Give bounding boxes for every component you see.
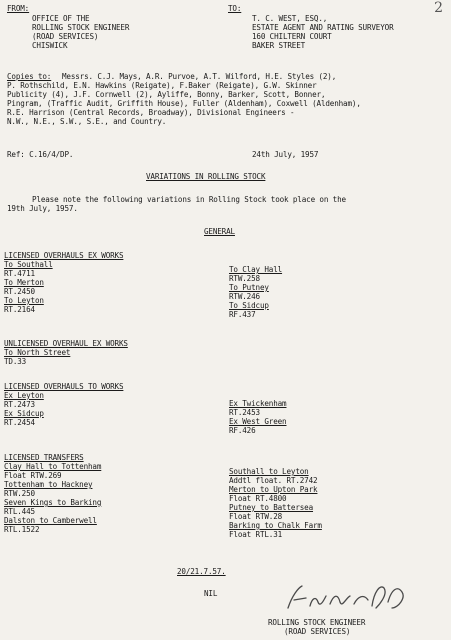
handwritten-signature <box>280 578 420 616</box>
vehicle: RTL.445 <box>4 507 35 516</box>
route: Dalston to Camberwell <box>4 516 97 525</box>
route: Barking to Chalk Farm <box>229 521 322 530</box>
signoff-line: (ROAD SERVICES) <box>284 627 351 636</box>
overhauls-to-left <box>4 391 44 427</box>
memo-title: VARIATIONS IN ROLLING STOCK <box>146 172 266 181</box>
nil-text: NIL <box>204 589 218 598</box>
route: Putney to Battersea <box>229 503 314 512</box>
to-line: BAKER STREET <box>252 41 306 50</box>
period-heading: 20/21.7.57. <box>177 567 226 576</box>
vehicle: RT.2454 <box>4 418 35 427</box>
vehicle: TD.33 <box>4 357 27 366</box>
from-label: FROM: <box>7 4 30 13</box>
vehicle: RTW.246 <box>229 292 260 301</box>
vehicle: RT.2473 <box>4 400 35 409</box>
copies-line: R.E. Harrison (Central Records, Broadway), Divisional Engineers - <box>7 108 295 117</box>
section-heading: LICENSED OVERHAULS TO WORKS <box>4 382 124 391</box>
transfers-right <box>229 467 322 539</box>
vehicle: RF.437 <box>229 310 256 319</box>
vehicle: RT.2164 <box>4 305 35 314</box>
copies-line: Messrs. C.J. Mays, A.R. Purvoe, A.T. Wilford, H.E. Styles (2), <box>62 72 337 81</box>
from-line: (ROAD SERVICES) <box>32 32 99 41</box>
transfers-left <box>4 462 101 534</box>
copies-line: Publicity (4), J.F. Cornwell (2), Ayliffe, Bonny, Barker, Scott, Bonner, <box>7 90 326 99</box>
vehicle: RT.4711 <box>4 269 35 278</box>
destination: Ex Sidcup <box>4 409 44 418</box>
destination: To Leyton <box>4 296 44 305</box>
vehicle: Float RTW.28 <box>229 512 283 521</box>
destination: To Clay Hall <box>229 265 283 274</box>
vehicle: RT.2450 <box>4 287 35 296</box>
destination: To North Street <box>4 348 71 357</box>
vehicle: RTW.250 <box>4 489 35 498</box>
destination: Ex Leyton <box>4 391 44 400</box>
route: Clay Hall to Tottenham <box>4 462 102 471</box>
vehicle: RTW.258 <box>229 274 260 283</box>
route: Seven Kings to Barking <box>4 498 102 507</box>
overhauls-ex-right <box>229 265 282 319</box>
overhauls-to-right <box>229 399 286 435</box>
intro-line: Please note the following variations in Rolling Stock took place on the <box>32 195 346 204</box>
copies-line: Pingram, (Traffic Audit, Griffith House), Fuller (Aldenham), Coxwell (Aldenham), <box>7 99 361 108</box>
vehicle: RTL.1522 <box>4 525 40 534</box>
to-label: TO: <box>228 4 242 13</box>
destination: To Southall <box>4 260 53 269</box>
intro-line: 19th July, 1957. <box>7 204 78 213</box>
section-heading: LICENSED TRANSFERS <box>4 453 84 462</box>
destination: To Putney <box>229 283 269 292</box>
reference: Ref: C.16/4/DP. <box>7 150 74 159</box>
vehicle: Float RTL.31 <box>229 530 283 539</box>
copies-line: N.W., N.E., S.W., S.E., and Country. <box>7 117 167 126</box>
to-line: ESTATE AGENT AND RATING SURVEYOR <box>252 23 394 32</box>
route: Southall to Leyton <box>229 467 309 476</box>
overhauls-ex-left <box>4 260 53 314</box>
vehicle: Float RTW.269 <box>4 471 62 480</box>
from-line: ROLLING STOCK ENGINEER <box>32 23 130 32</box>
memo-date: 24th July, 1957 <box>252 150 319 159</box>
vehicle: RF.426 <box>229 426 256 435</box>
vehicle: Addtl float. RT.2742 <box>229 476 318 485</box>
copies-label: Copies to: <box>7 72 52 81</box>
to-line: T. C. WEST, ESQ., <box>252 14 328 23</box>
from-line: OFFICE OF THE <box>32 14 90 23</box>
page-number: 2 <box>434 0 443 16</box>
signoff-line: ROLLING STOCK ENGINEER <box>268 618 366 627</box>
to-line: 160 CHILTERN COURT <box>252 32 332 41</box>
route: Merton to Upton Park <box>229 485 318 494</box>
vehicle: RT.2453 <box>229 408 260 417</box>
from-line: CHISWICK <box>32 41 68 50</box>
destination: Ex West Green <box>229 417 287 426</box>
route: Tottenham to Hackney <box>4 480 93 489</box>
section-general: GENERAL <box>204 227 235 236</box>
copies-line: P. Rothschild, E.N. Hawkins (Reigate), F.Baker (Reigate), G.W. Skinner <box>7 81 317 90</box>
destination: To Merton <box>4 278 44 287</box>
section-heading: UNLICENSED OVERHAUL EX WORKS <box>4 339 128 348</box>
destination: Ex Twickenham <box>229 399 287 408</box>
destination: To Sidcup <box>229 301 269 310</box>
vehicle: Float RT.4800 <box>229 494 287 503</box>
section-heading: LICENSED OVERHAULS EX WORKS <box>4 251 124 260</box>
